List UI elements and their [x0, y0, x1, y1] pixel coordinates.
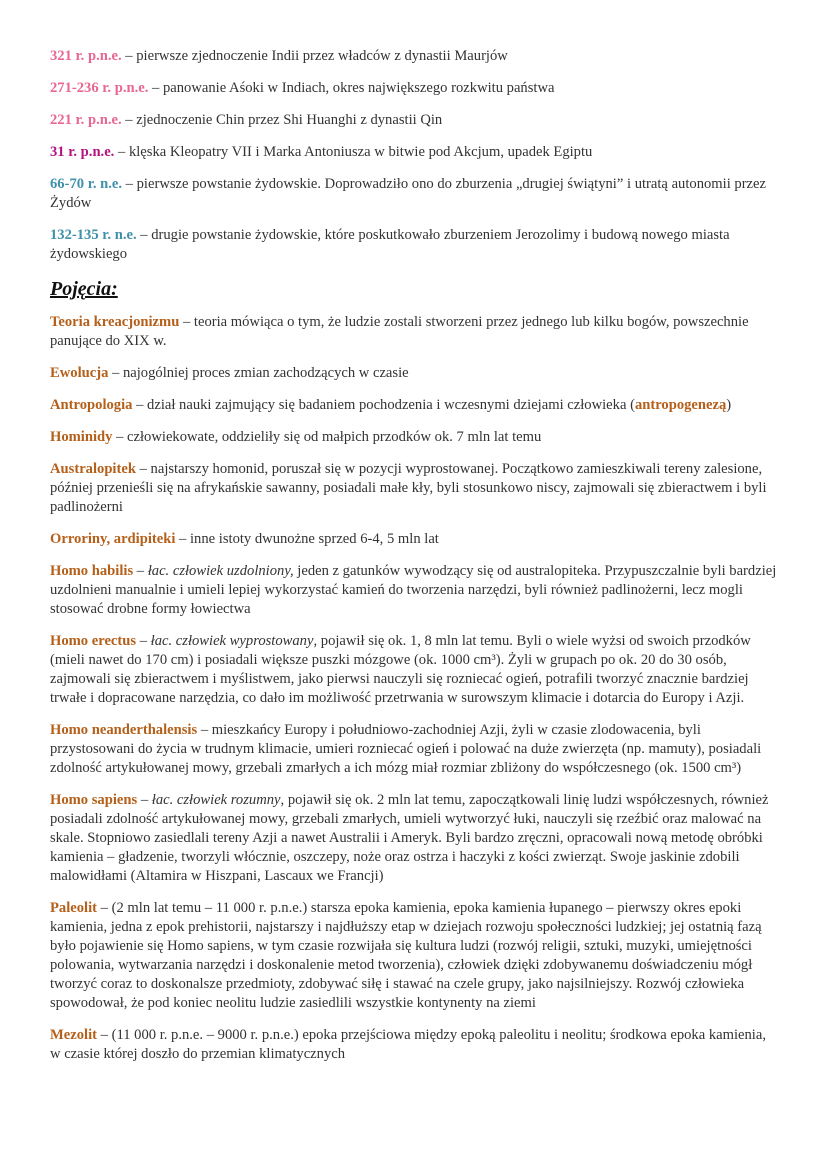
glossary-term: Teoria kreacjonizmu: [50, 314, 180, 330]
date-term: 271-236 r. p.n.e.: [50, 80, 149, 96]
timeline-entry: [50, 143, 780, 162]
timeline-section: [50, 47, 780, 264]
glossary-definition: łac. człowiek wyprostowany: [150, 633, 314, 649]
glossary-term: Homo erectus: [50, 633, 137, 649]
timeline-entry: [50, 47, 780, 66]
glossary-entry: [50, 632, 780, 708]
date-term: 221 r. p.n.e.: [50, 112, 122, 128]
glossary-definition: –: [133, 563, 148, 579]
timeline-entry: [50, 111, 780, 130]
glossary-definition: – najogólniej proces zmian zachodzących w czasie: [108, 365, 409, 381]
glossary-definition: – teoria mówiąca o tym, że ludzie zostali stworzeni przez jednego lub kilku bogów, powszechnie panujące do XIX w.: [50, 314, 749, 349]
glossary-entry: [50, 721, 780, 778]
date-description: – pierwsze powstanie żydowskie. Doprowadziło ono do zburzenia „drugiej świątyni” i utratą autonomii przez Żydów: [50, 176, 766, 211]
glossary-term: Homo habilis: [50, 563, 134, 579]
glossary-term: Homo neanderthalensis: [50, 722, 198, 738]
date-description: – pierwsze zjednoczenie Indii przez władców z dynastii Maurjów: [121, 48, 508, 64]
date-description: – klęska Kleopatry VII i Marka Antoniusza w bitwie pod Akcjum, upadek Egiptu: [114, 144, 593, 160]
glossary-entry: [50, 460, 780, 517]
glossary-definition: – (2 mln lat temu – 11 000 r. p.n.e.) starsza epoka kamienia, epoka kamienia łupanego – pierwszy okres epoki kamienia, jedna z epok prehistorii, najstarszy i najdłuższy etap w dziejach rozwoju społeczności ludzkiej; jej ostatnią fazą było pojawienie się Homo sapiens, w tym czasie rozwijała się kultura ludzi (rozwój religii, sztuki, muzyki, umiejętności polowania, wytwarzania narzędzi i doskonalenie metod tworzenia), człowiek dzięki zdobywanemu doświadczeniu mógł tworzyć coraz to doskonalsze przedmioty, zdobywać siłę i stawać na czele grupy, jako najsilniejszy. Rozwój człowieka spowodował, że pod koniec neolitu ludzie zasiedlili wszystkie kontynenty na ziemi: [50, 900, 762, 1011]
glossary-term: Ewolucja: [50, 365, 109, 381]
glossary-entry: [50, 791, 780, 886]
glossary-section: [50, 313, 780, 1064]
glossary-definition: – najstarszy homonid, poruszał się w pozycji wyprostowanej. Początkowo zamieszkiwali tereny zalesione, później przenieśli się na afrykańskie sawanny, posiadali małe kły, byli stosunkowo niscy, zajmowali się zbieractwem i byli padlinożerni: [50, 461, 767, 515]
glossary-definition: jeden z gatunków wywodzący się od australopiteka. Przypuszczalnie byli bardziej uzdolnieni manualnie i umieli lepiej wykorzystać kamień do tworzenia narzędzi, byli również padlinożerni, lecz mogli stosować drobne formy łowiectwa: [50, 563, 777, 617]
glossary-subterm: antropogenezą: [634, 397, 727, 413]
section-title: Pojęcia:: [50, 278, 118, 300]
date-description: – drugie powstanie żydowskie, które poskutkowało zburzeniem Jerozolimy i budową nowego miasta żydowskiego: [50, 227, 730, 262]
glossary-definition: , pojawił się ok. 2 mln lat temu, zapoczątkowali linię ludzi współczesnych, również posiadali zdolność artykułowanej mowy, grzebali zmarłych, umieli wytworzyć łuki, nauczyli się rzeźbić oraz malować na skale. Stopniowo zasiedlali tereny Azji a nawet Australii i Ameryk. Byli bardzo zręczni, opracowali nową metodę obróbki kamienia – gładzenie, tworzyli włócznie, oszczepy, noże oraz ostrza i haczyki z kości zwierząt. Swoje jaskinie zdobili malowidłami (Altamira w Hiszpani, Lascaux we Francji): [50, 792, 769, 884]
glossary-term: Paleolit: [50, 900, 98, 916]
glossary-definition: –: [137, 792, 152, 808]
glossary-term: Antropologia: [50, 397, 133, 413]
glossary-term: Orroriny, ardipiteki: [50, 531, 176, 547]
glossary-definition: łac. człowiek rozumny: [151, 792, 281, 808]
glossary-definition: – mieszkańcy Europy i południowo-zachodniej Azji, żyli w czasie zlodowacenia, byli przystosowani do życia w trudnym klimacie, umieri rozniecać ogień i polować na duże zwierzęta (np. mamuty), posiadali zdolność artykułowanej mowy, grzebali zmarłych a ich mózg miał rozmiar zbliżony do współczesnego (ok. 1500 cm³): [50, 722, 762, 776]
glossary-definition: łac. człowiek uzdolniony,: [147, 563, 294, 579]
glossary-definition: – człowiekowate, oddzieliły się od małpich przodków ok. 7 mln lat temu: [112, 429, 542, 445]
glossary-term: Mezolit: [50, 1027, 97, 1043]
date-term: 132-135 r. n.e.: [50, 227, 137, 243]
timeline-entry: [50, 226, 780, 264]
date-term: 321 r. p.n.e.: [50, 48, 122, 64]
date-description: – panowanie Aśoki w Indiach, okres największego rozkwitu państwa: [148, 80, 555, 96]
timeline-entry: [50, 79, 780, 98]
glossary-definition: , pojawił się ok. 1, 8 mln lat temu. Byli o wiele wyżsi od swoich przodków (mieli nawet do 170 cm) i posiadali większe puszki mózgowe (ok. 1000 cm³). Żyli w grupach po ok. 20 do 30 osób, zajmowali się zbieractwem i myślistwem, jako pierwsi nauczyli się rozniecać ogień, potrafili tworzyć znacznie bardziej trwałe i dopracowane narzędzia, co dało im możliwość przetrwania w surowszym klimacie i dotarcia do Europy i Azji.: [50, 633, 751, 706]
glossary-entry: [50, 364, 780, 383]
glossary-entry: [50, 428, 780, 447]
glossary-definition: – dział nauki zajmujący się badaniem pochodzenia i wczesnymi dziejami człowieka (: [132, 397, 635, 413]
glossary-entry: [50, 530, 780, 549]
glossary-entry: [50, 396, 780, 415]
glossary-definition: –: [136, 633, 151, 649]
timeline-entry: [50, 175, 780, 213]
date-term: 31 r. p.n.e.: [50, 144, 115, 160]
glossary-definition: – inne istoty dwunożne sprzed 6-4, 5 mln lat: [175, 531, 439, 547]
date-term: 66-70 r. n.e.: [50, 176, 123, 192]
glossary-entry: [50, 1026, 780, 1064]
glossary-entry: [50, 899, 780, 1013]
glossary-entry: [50, 313, 780, 351]
glossary-term: Homo sapiens: [50, 792, 138, 808]
glossary-definition: – (11 000 r. p.n.e. – 9000 r. p.n.e.) epoka przejściowa między epoką paleolitu i neolitu; środkowa epoka kamienia, w czasie której doszło do przemian klimatycznych: [50, 1027, 766, 1062]
glossary-term: Hominidy: [50, 429, 113, 445]
glossary-entry: [50, 562, 780, 619]
glossary-term: Australopitek: [50, 461, 136, 477]
glossary-definition: ): [726, 397, 732, 413]
date-description: – zjednoczenie Chin przez Shi Huanghi z dynastii Qin: [121, 112, 443, 128]
